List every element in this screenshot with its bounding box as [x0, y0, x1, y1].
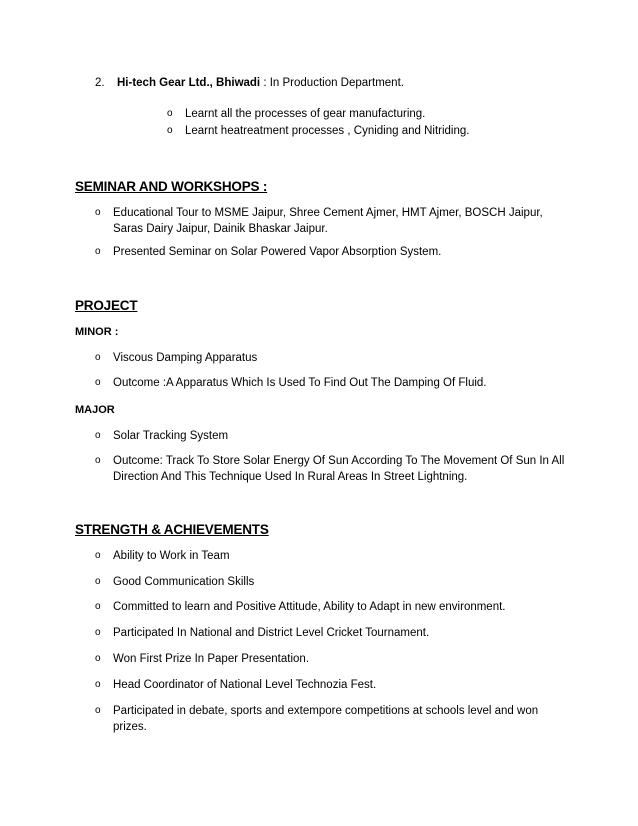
bullet-icon: o — [95, 705, 101, 716]
strength-item-text: Good Communication Skills — [113, 576, 255, 588]
strength-item-text: Participated in debate, sports and extempore competitions at schools level and won prizes. — [113, 705, 539, 733]
bullet-icon: o — [95, 550, 101, 561]
minor-label: MINOR : — [75, 326, 119, 338]
internship-company: Hi-tech Gear Ltd., Bhiwadi — [117, 77, 261, 89]
major-label: MAJOR — [75, 404, 115, 416]
bullet-icon: o — [95, 352, 101, 363]
bullet-icon: o — [95, 455, 101, 466]
bullet-icon: o — [95, 430, 101, 441]
bullet-icon: o — [95, 627, 101, 638]
internship-point-text: Learnt heatreatment processes , Cyniding and Nitriding. — [185, 125, 470, 137]
bullet-icon: o — [95, 653, 101, 664]
strength-item-text: Committed to learn and Positive Attitude, Ability to Adapt in new environment. — [113, 601, 506, 613]
minor-item-text: Viscous Damping Apparatus — [113, 352, 258, 364]
strength-heading: STRENGTH & ACHIEVEMENTS — [75, 522, 269, 537]
strength-item-text: Ability to Work in Team — [113, 550, 230, 562]
bullet-icon: o — [95, 601, 101, 612]
major-item-text: Outcome: Track To Store Solar Energy Of Sun According To The Movement Of Sun In All Direction And This Technique Used In Rural Areas In Street Lightning. — [113, 455, 565, 483]
bullet-icon: o — [95, 679, 101, 690]
bullet-icon: o — [167, 108, 173, 119]
minor-item-text: Outcome :A Apparatus Which Is Used To Find Out The Damping Of Fluid. — [113, 377, 487, 389]
project-heading: PROJECT — [75, 298, 138, 313]
major-item-text: Solar Tracking System — [113, 430, 229, 442]
bullet-icon: o — [95, 246, 101, 257]
strength-item-text: Participated In National and District Level Cricket Tournament. — [113, 627, 430, 639]
strength-item-text: Head Coordinator of National Level Technozia Fest. — [113, 679, 377, 691]
internship-entry — [95, 76, 404, 92]
internship-point-text: Learnt all the processes of gear manufacturing. — [185, 108, 426, 120]
seminar-item-text: Educational Tour to MSME Jaipur, Shree Cement Ajmer, HMT Ajmer, BOSCH Jaipur, Saras Dairy Jaipur, Dainik Bhaskar Jaipur. — [113, 207, 543, 235]
bullet-icon: o — [95, 576, 101, 587]
internship-number: 2. — [95, 77, 105, 89]
bullet-icon: o — [95, 377, 101, 388]
bullet-icon: o — [167, 125, 173, 136]
seminar-heading: SEMINAR AND WORKSHOPS : — [75, 179, 268, 194]
internship-department: : In Production Department. — [260, 77, 404, 89]
bullet-icon: o — [95, 207, 101, 218]
seminar-item-text: Presented Seminar on Solar Powered Vapor Absorption System. — [113, 246, 442, 258]
strength-item-text: Won First Prize In Paper Presentation. — [113, 653, 310, 665]
